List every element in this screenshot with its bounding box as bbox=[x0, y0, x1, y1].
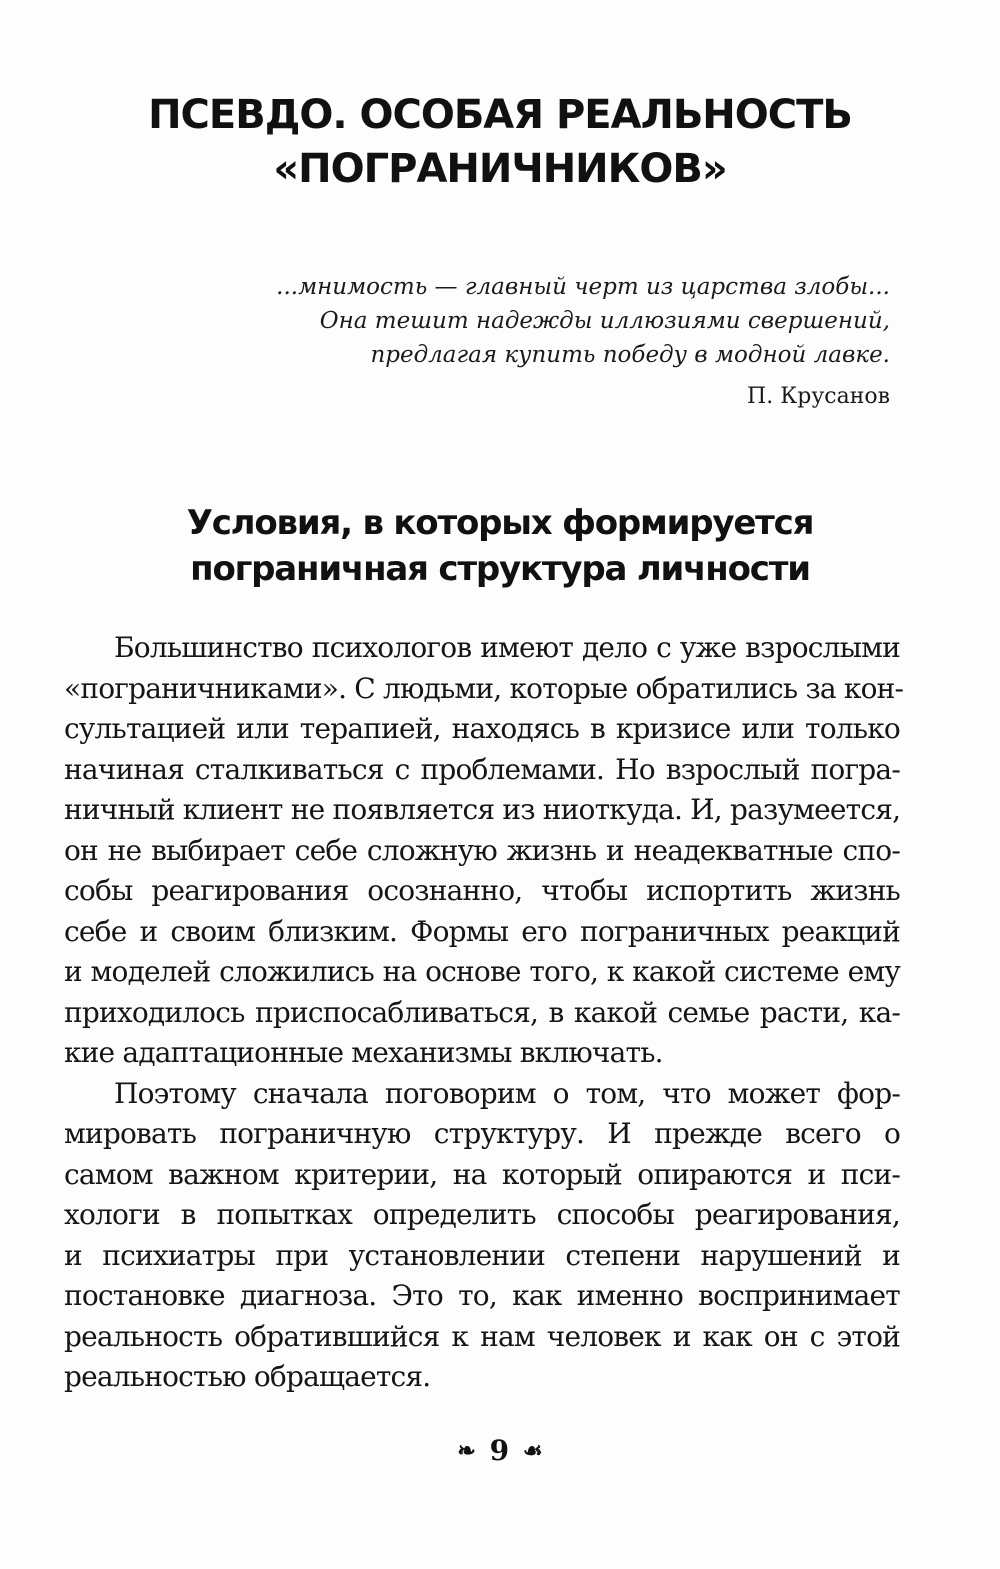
epigraph-author: П. Крусанов bbox=[747, 384, 890, 409]
text-line: мировать пограничную структуру. И прежде всего о bbox=[64, 1117, 900, 1150]
text-line: кие адаптационные механизмы включать. bbox=[64, 1036, 663, 1069]
text-line: постановке диагноза. Это то, как именно воспринимает bbox=[64, 1279, 900, 1312]
epigraph bbox=[250, 270, 890, 414]
text-line: сультацией или терапией, находясь в кризисе или только bbox=[64, 712, 900, 745]
text-line: собы реагирования осознанно, чтобы испортить жизнь bbox=[64, 874, 900, 907]
ornament-left-icon: ❧ bbox=[457, 1437, 476, 1464]
chapter-title-line-1: ПСЕВДО. ОСОБАЯ РЕАЛЬНОСТЬ bbox=[148, 92, 852, 138]
section-title-line-2: пограничная структура личности bbox=[190, 549, 810, 589]
paragraph-1 bbox=[64, 628, 904, 1074]
text-line: хологи в попытках определить способы реагирования, bbox=[64, 1198, 900, 1231]
ornament-right-icon: ☙ bbox=[522, 1437, 543, 1464]
page-number-footer bbox=[0, 1432, 1000, 1467]
chapter-title-line-2: «ПОГРАНИЧНИКОВ» bbox=[273, 146, 727, 192]
text-line: и психиатры при установлении степени нарушений и bbox=[64, 1238, 900, 1272]
text-line: ничный клиент не появляется из ниоткуда. И, разумеется, bbox=[64, 793, 901, 826]
text-line: он не выбирает себе сложную жизнь и неадекватные спо- bbox=[64, 833, 900, 867]
body-text bbox=[64, 628, 904, 1398]
epigraph-line: предлагая купить победу в модной лавке. bbox=[370, 342, 890, 368]
paragraph-2 bbox=[64, 1074, 900, 1398]
section-title bbox=[60, 500, 940, 592]
chapter-title bbox=[60, 88, 940, 196]
text-line: и моделей сложились на основе того, к какой системе ему bbox=[64, 955, 900, 988]
epigraph-line: Она тешит надежды иллюзиями свершений, bbox=[319, 308, 890, 334]
section-title-line-1: Условия, в которых формируется bbox=[186, 503, 814, 543]
text-line: «пограничниками». С людьми, которые обратились за кон- bbox=[64, 671, 904, 705]
text-line: начиная сталкиваться с проблемами. Но взрослый погра- bbox=[64, 752, 900, 786]
text-line: реальностью обращается. bbox=[64, 1360, 431, 1393]
text-line: Поэтому сначала поговорим о том, что может фор- bbox=[114, 1076, 900, 1110]
text-line: себе и своим близким. Формы его пограничных реакций bbox=[64, 914, 900, 948]
text-line: Большинство психологов имеют дело с уже взрослыми bbox=[114, 631, 900, 664]
text-line: самом важном критерии, на который опираются и пси- bbox=[64, 1157, 900, 1191]
text-line: реальность обратившийся к нам человек и как он с этой bbox=[64, 1319, 900, 1353]
epigraph-line: ...мнимость — главный черт из царства злобы... bbox=[276, 274, 890, 300]
text-line: приходилось приспосабливаться, в какой семье расти, ка- bbox=[64, 995, 900, 1029]
page-number: 9 bbox=[489, 1434, 510, 1467]
